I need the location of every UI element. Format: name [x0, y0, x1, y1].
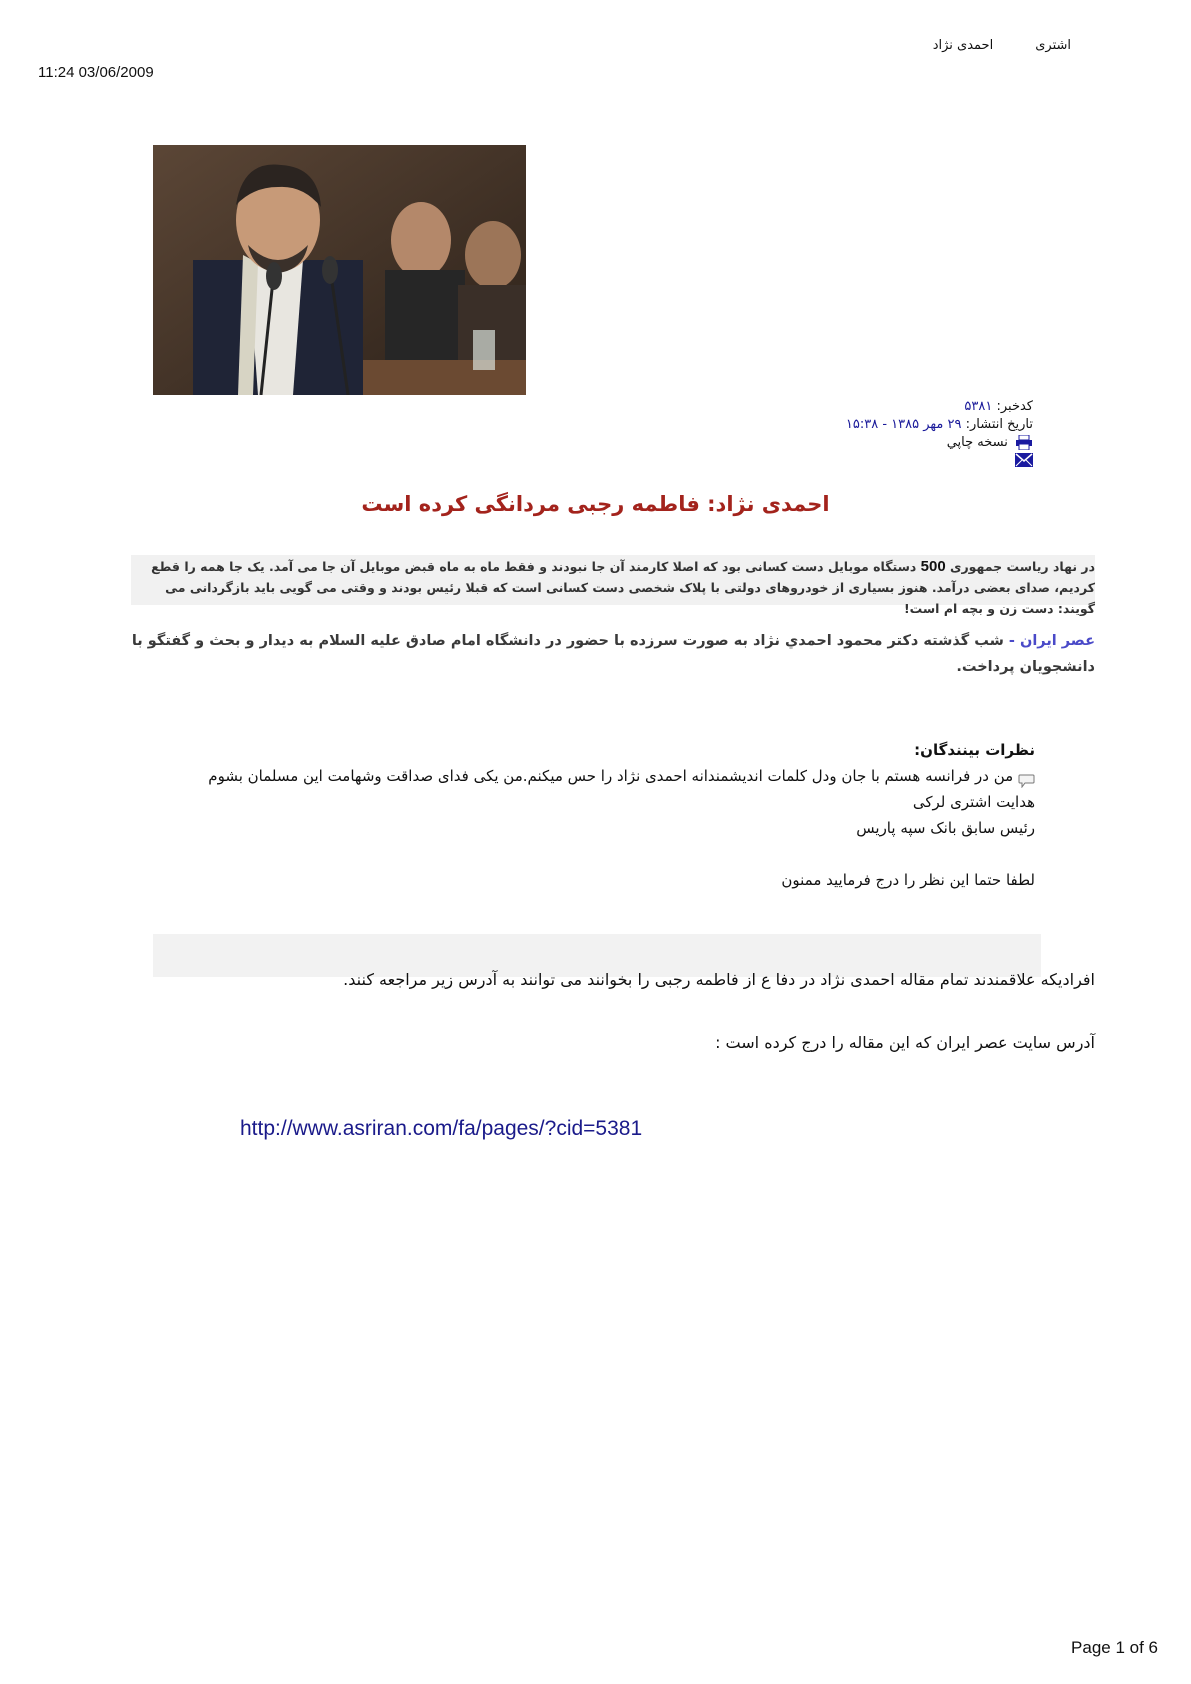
lead-text: شب گذشته دکتر محمود احمدي نژاد به صورت سرزده با حضور در دانشگاه امام صادق عليه السلام به ديدار و بحث و گفتگو با دانشجويان پرداخت.: [131, 633, 1095, 675]
printer-icon[interactable]: [1015, 435, 1033, 450]
comment-text: من در فرانسه هستم با جان ودل کلمات اندیشمندانه احمدی نژاد را حس میکنم.من یکی فدای صداقت وشهامت این مسلمان بشوم: [208, 767, 1014, 785]
comment-note: لطفا حتما این نظر را درج فرمایید ممنون: [781, 871, 1035, 889]
body-paragraph-1: افرادیکه علاقمندند تمام مقاله احمدی نژاد در دفا ع از فاطمه رجبی را بخوانند می توانند به آدرس زیر مراجعه کنند.: [343, 970, 1095, 989]
comment-role: رئیس سابق بانک سپه پاریس: [856, 819, 1035, 837]
intro-part1: در نهاد ریاست جمهوری: [950, 559, 1095, 574]
page-number: Page 1 of 6: [1071, 1638, 1158, 1657]
news-code-value: ۵۳۸۱: [964, 399, 993, 414]
header-name-2: احمدی نژاد: [932, 38, 994, 53]
article-url-link[interactable]: http://www.asriran.com/fa/pages/?cid=5381: [240, 1117, 643, 1140]
intro-part2: دستگاه موبایل دست کسانی بود که اصلا کارمند آن جا نبودند و فقط ماه به ماه قبض موبایل آن جا می آمد. یک جا همه را قطع کردیم، صدای بعضی درآمد. هنوز بسیاری از خودروهای دولتی با پلاک شخصی دست کسانی است که قبلا رئیس بودند و وقتی می گویی باید بازگردانی می گویند: دست زن و بچه ام است!: [151, 559, 1095, 616]
news-code-row: [613, 398, 1033, 416]
comment-bubble-icon: [1018, 770, 1035, 784]
email-link[interactable]: [613, 452, 1033, 470]
article-intro: [131, 556, 1095, 619]
comments-title: نظرات بینندگان:: [914, 741, 1035, 759]
print-version-label[interactable]: نسخه چاپي: [946, 435, 1008, 450]
intro-number: 500: [920, 558, 946, 575]
lead-source[interactable]: عصر ایران -: [1008, 633, 1095, 649]
header-names: [933, 38, 1071, 53]
article-photo-illustration: [153, 145, 526, 395]
news-code-label: کدخبر:: [996, 399, 1033, 414]
article-headline: احمدی نژاد: فاطمه رجبی مردانگی کرده است: [361, 492, 830, 516]
envelope-icon[interactable]: [1015, 453, 1033, 468]
header-name-1: اشتری: [1035, 38, 1071, 53]
article-meta: [613, 398, 1033, 470]
timestamp: 11:24 03/06/2009: [38, 64, 154, 81]
article-lead: [131, 628, 1095, 680]
comments-section: [155, 737, 1035, 893]
comment-body: [155, 763, 1035, 789]
article-photo: [153, 145, 526, 395]
comment-author: هدایت اشتری لرکی: [912, 793, 1035, 811]
publish-date-label: تاریخ انتشار:: [965, 417, 1033, 432]
publish-date-row: [613, 416, 1033, 434]
publish-date-value: ۲۹ مهر ۱۳۸۵ - ۱۵:۳۸: [845, 417, 962, 432]
body-paragraph-2: آدرس سایت عصر ایران که این مقاله را درج کرده است :: [715, 1033, 1095, 1052]
print-version-link[interactable]: [613, 434, 1033, 452]
